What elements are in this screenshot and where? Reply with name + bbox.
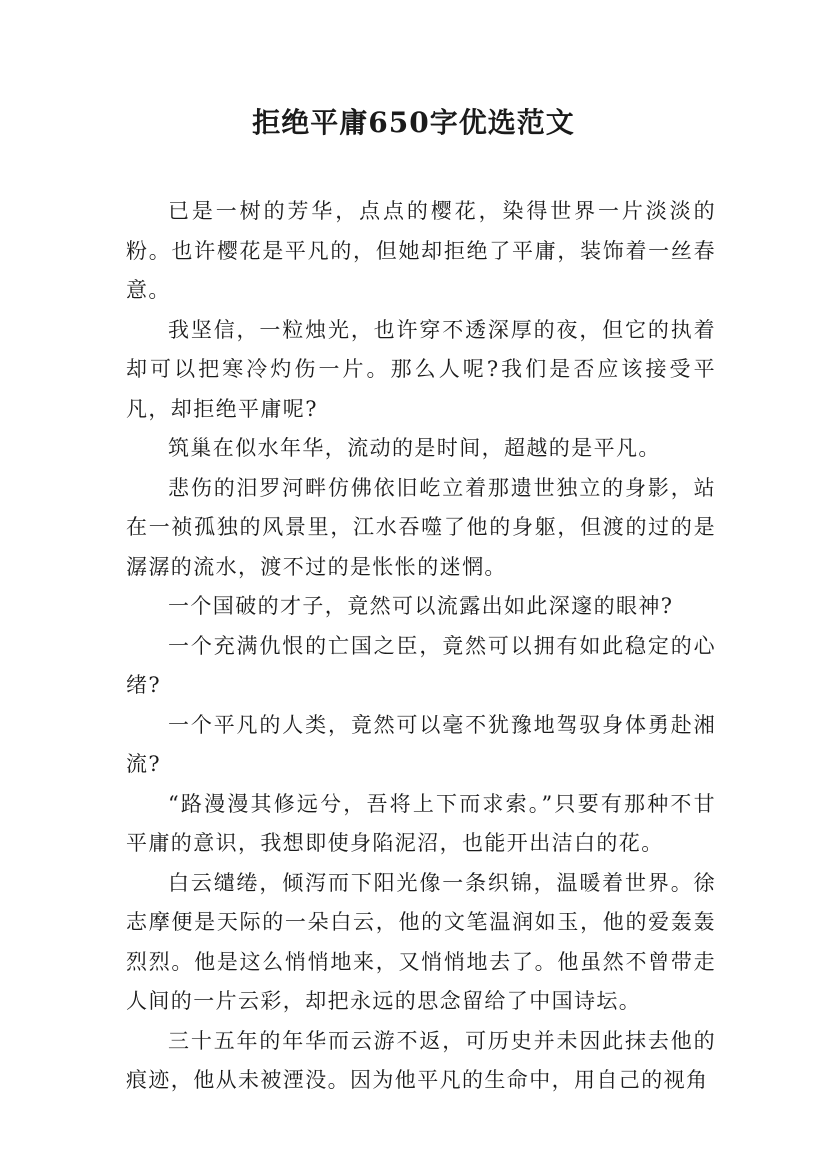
document-body [126, 192, 716, 1101]
paragraph: 三十五年的年华而云游不返，可历史并未因此抹去他的痕迹，他从未被湮没。因为他平凡的生命中，用自己的视角 [126, 1028, 716, 1092]
paragraph: 筑巢在似水年华，流动的是时间，超越的是平凡。 [168, 436, 661, 460]
paragraph: 我坚信，一粒烛光，也许穿不透深厚的夜，但它的执着却可以把寒冷灼伤一片。那么人呢?我们是否应该接受平凡，却拒绝平庸呢? [126, 317, 716, 421]
paragraph: 白云缱绻，倾泻而下阳光像一条织锦，温暖着世界。徐志摩便是天际的一朵白云，他的文笔温润如玉，他的爱轰轰烈烈。他是这么悄悄地来，又悄悄地去了。他虽然不曾带走人间的一片云彩，却把永远的思念留给了中国诗坛。 [126, 870, 716, 1013]
paragraph: 一个充满仇恨的亡国之臣，竟然可以拥有如此稳定的心绪? [126, 633, 716, 697]
paragraph: 已是一树的芳华，点点的樱花，染得世界一片淡淡的粉。也许樱花是平凡的，但她却拒绝了平庸，装饰着一丝春意。 [126, 199, 716, 302]
paragraph: 一个平凡的人类，竟然可以毫不犹豫地驾驭身体勇赴湘流? [126, 712, 716, 776]
paragraph: 悲伤的汨罗河畔仿佛依旧屹立着那遗世独立的身影，站在一祯孤独的风景里，江水吞噬了他的身躯，但渡的过的是潺潺的流水，渡不过的是怅怅的迷惘。 [126, 475, 716, 579]
paragraph: 一个国破的才子，竟然可以流露出如此深邃的眼神? [168, 594, 674, 618]
paragraph: “路漫漫其修远兮，吾将上下而求索。”只要有那种不甘平庸的意识，我想即使身陷泥沼，也能开出洁白的花。 [126, 791, 716, 855]
document-title: 拒绝平庸650字优选范文 [252, 106, 575, 139]
